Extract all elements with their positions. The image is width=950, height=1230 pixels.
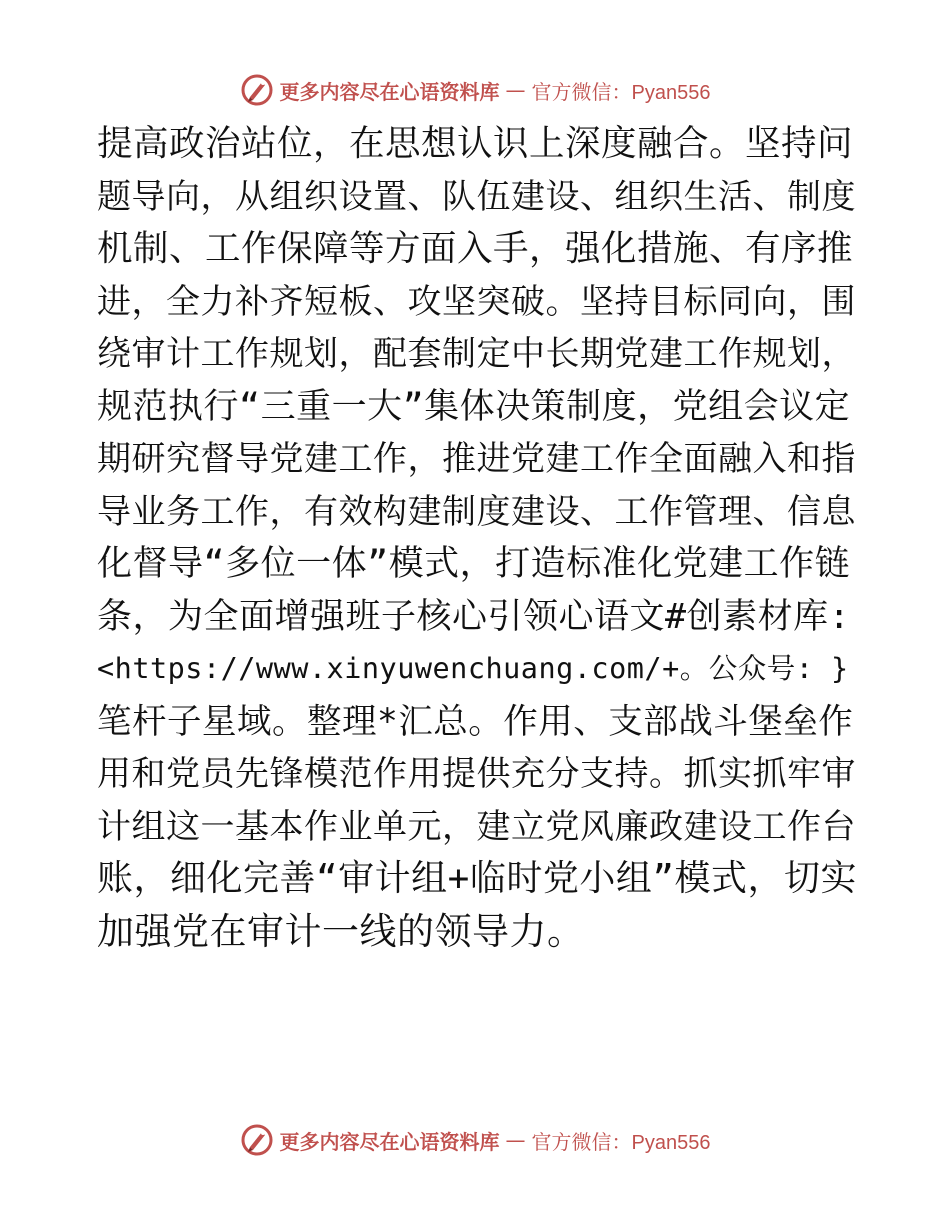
document-body — [97, 118, 857, 958]
body-line: 绕审计工作规划，配套制定中长期党建工作规划， — [97, 334, 856, 374]
footer-separator: — — [505, 1128, 526, 1152]
body-line: 规范执行“三重一大”集体决策制度，党组会议定 — [97, 386, 851, 427]
header-contact-text: 官方微信：Pyan556 — [531, 81, 711, 104]
body-line: 条，为全面增强班子核心引领心语文#创素材库: — [97, 596, 851, 637]
body-line: 加强党在审计一线的领导力。 — [97, 909, 585, 953]
page-header — [0, 70, 950, 110]
body-line: 账，细化完善“审计组+临时党小组”模式，切实 — [97, 858, 858, 899]
body-line: 机制、工作保障等方面入手，强化措施、有序推 — [97, 228, 854, 269]
body-line: 用和党员先锋模范作用提供充分支持。抓实抓牢审 — [97, 754, 856, 794]
header-banner — [240, 73, 711, 107]
body-line: 题导向，从组织设置、队伍建设、组织生活、制度 — [97, 176, 856, 217]
body-line: 进，全力补齐短板、攻坚突破。坚持目标同向，围 — [97, 281, 856, 322]
pen-nib-circle-icon — [240, 73, 274, 107]
body-line: 笔杆子星域。整理*汇总。作用、支部战斗堡垒作 — [97, 701, 854, 742]
header-separator: — — [505, 78, 526, 102]
header-brand-text: 更多内容尽在心语资料库 — [279, 79, 500, 104]
body-line: 提高政治站位，在思想认识上深度融合。坚持问 — [97, 123, 854, 164]
footer-banner — [240, 1123, 711, 1157]
pen-nib-circle-icon — [240, 1123, 274, 1157]
body-line: 导业务工作，有效构建制度建设、工作管理、信息 — [97, 491, 856, 532]
footer-contact-text: 官方微信：Pyan556 — [531, 1131, 711, 1154]
body-line: 计组这一基本作业单元，建立党风廉政建设工作台 — [97, 806, 856, 847]
page-footer — [0, 1120, 950, 1160]
footer-brand-text: 更多内容尽在心语资料库 — [279, 1129, 500, 1154]
body-line: 期研究督导党建工作，推进党建工作全面融入和指 — [97, 439, 856, 479]
body-line: <https://www.xinyuwenchuang.com/+。公众号: } — [97, 652, 849, 685]
body-line: 化督导“多位一体”模式，打造标准化党建工作链 — [97, 544, 851, 584]
